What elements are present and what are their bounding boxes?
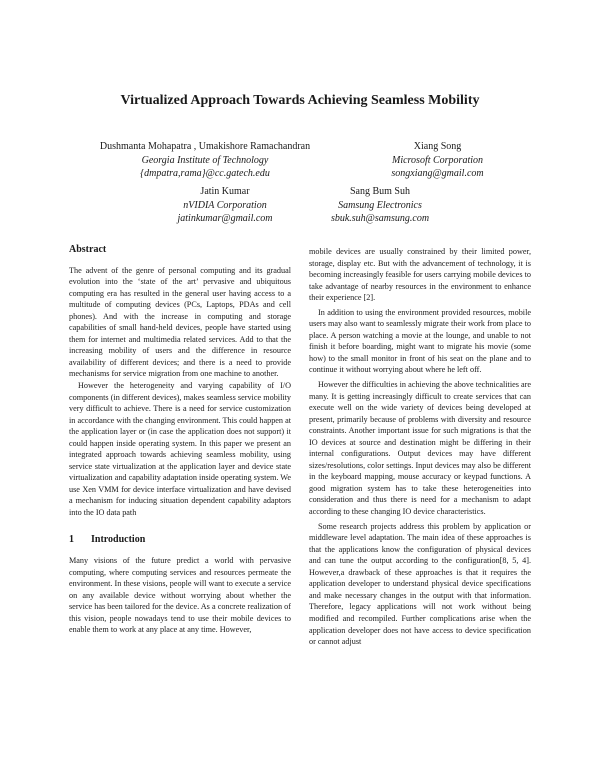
body-paragraph: Some research projects address this problem by application or middleware level adaptation. The main idea of these approaches is that the applications know the configuration of physical devices and can tune the output according to the configuration[8, 5, 4]. However,a drawback of these approaches is that it requires the application developer to understand physical device specifications and make necessary changes in the output with that information. Therefore, legacy applications will not work without being modified and recompiled. Further complications arise when the application developer does not have access to device specification or cannot adjust <box>309 521 531 647</box>
author-names: Jatin Kumar <box>200 186 250 197</box>
abstract-paragraph: The advent of the genre of personal computing and its gradual evolution into the ‘state of the art’ pervasive and ubiquitous computing era has resulted in the general user having access to a multitude of computing devices (PCs, Laptops, PDAs and cell phones). And with the increase in computing and storage capabilities of small hand-held devices, people have started using them for internet and multimedia related services. Add to that the increasing mobility of users and the difference in resource availability of different devices; and there is a need to provide mechanisms for service migration from one machine to another. <box>69 265 291 379</box>
author-names: Sang Bum Suh <box>349 186 410 197</box>
body-paragraph: mobile devices are usually constrained by their limited power, storage, display etc. But with the advancement of technology, it is becoming increasingly feasible for users carrying mobile devices to take advantage of nearby resources in the environment to enhance their experience [2]. <box>309 247 531 303</box>
abstract-paragraph: However the heterogeneity and varying capability of I/O components (in different devices), makes seamless service mobility very difficult to achieve. There is a need for service customization in accordance with the changing environment. This could happen at the application layer or (in case the application does not support) it could happen inside operating system. In this paper we present an integrated approach towards achieving seamless mobility, using service state virtualization at the application layer and device state virtualization and capability adaptation inside operating system. We use Xen VMM for device interface virtualization and have devised a mechanism for inducing situation dependent capability adaptors into the IO data path <box>69 381 292 518</box>
left-column <box>69 244 291 636</box>
body-paragraph: However the difficulties in achieving the above technicalities are many. It is getting increasingly difficult to create services that can execute well on the wide variety of devices being developed at present, primarily because of problems with diversity and resource constraints. Another important issue for such migrations is that the IO devices at source and destination might be differing in their internal configurations. Output devices may have different sizes/resolutions, color settings. Input devices may also be different in the keyboard mapping, mouse accuracy or keypad functions. A good migration system has to take these heterogeneities into consideration and thus there is need for a mechanism to adapt according to these changing IO device characteristics. <box>309 380 531 517</box>
author-names: Xiang Song <box>413 141 462 152</box>
author-email: jatinkumar@gmail.com <box>177 213 273 225</box>
section-title: Introduction <box>91 533 146 545</box>
author-block-2 <box>355 140 520 181</box>
author-email: songxiang@gmail.com <box>391 168 484 180</box>
body-paragraph: Many visions of the future predict a world with pervasive computing, where computing services and resources permeate the environment. In these visions, people will want to execute a service on any available device without worrying about whether the service has been tailored for the device. As a concrete realization of this vision, people nowadays tend to use their mobile devices to enable them to work at any place at any time. However, <box>69 556 291 635</box>
author-email: {dmpatra,rama}@cc.gatech.edu <box>140 168 270 180</box>
author-affiliation: Georgia Institute of Technology <box>141 154 269 166</box>
author-affiliation: nVIDIA Corporation <box>183 199 267 211</box>
section-heading-introduction <box>69 534 291 546</box>
author-affiliation: Samsung Electronics <box>338 199 422 211</box>
body-paragraph: In addition to using the environment provided resources, mobile users may also want to seamlessly migrate their work from place to place. A person watching a movie at the lounge, and unable to not finish it before boarding, might want to migrate his movie (some how) to the small monitor in front of his seat on the plane and to continue it without worrying about where he left off. <box>309 307 531 375</box>
author-block-3 <box>150 185 300 226</box>
section-number: 1 <box>69 533 74 545</box>
author-email: sbuk.suh@samsung.com <box>330 213 430 225</box>
author-block-1 <box>95 140 315 181</box>
paper-title: Virtualized Approach Towards Achieving Seamless Mobility <box>120 93 480 108</box>
right-column <box>309 246 531 648</box>
author-block-4 <box>300 185 460 226</box>
abstract-heading: Abstract <box>69 244 107 255</box>
author-affiliation: Microsoft Corporation <box>391 154 484 166</box>
author-names: Dushmanta Mohapatra , Umakishore Ramachandran <box>99 141 311 152</box>
